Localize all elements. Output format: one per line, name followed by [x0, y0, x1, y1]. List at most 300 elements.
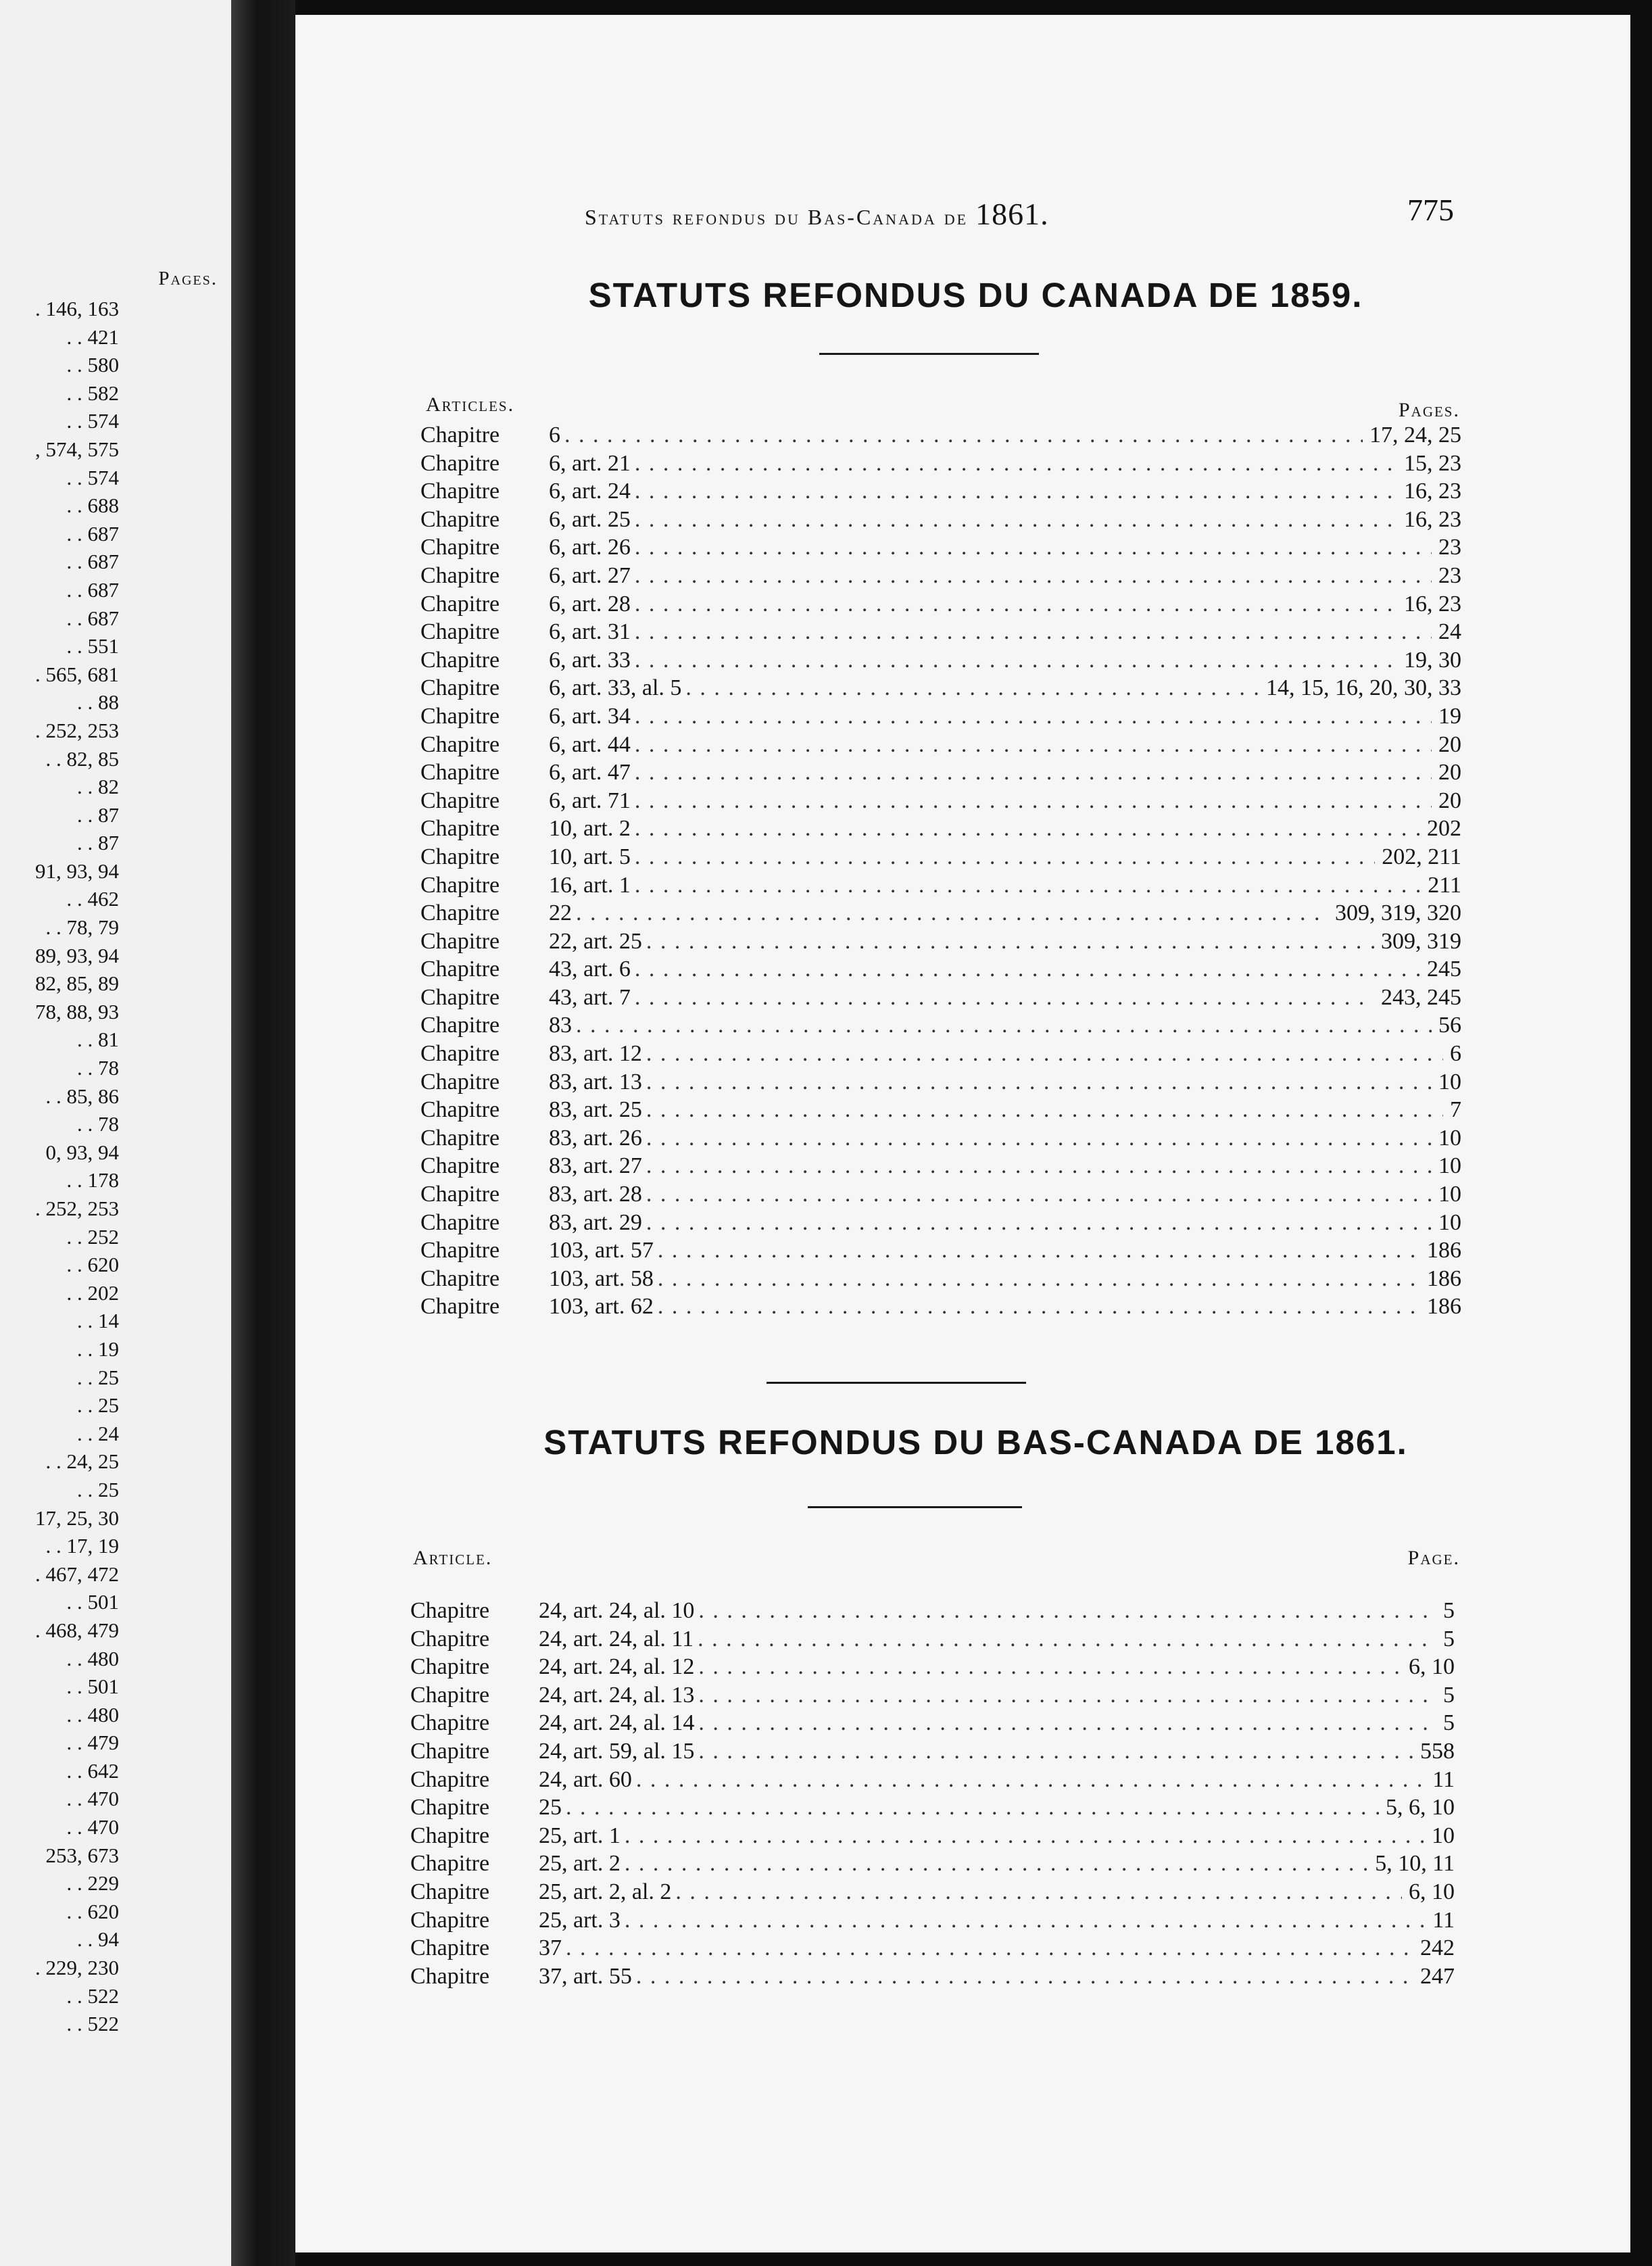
page-references: 202	[1427, 816, 1461, 842]
article-reference: 6, art. 44	[549, 731, 631, 757]
page-references: 16, 23	[1404, 479, 1461, 504]
dot-leader	[646, 1040, 1443, 1068]
index-row	[420, 955, 1461, 984]
index-row	[420, 1096, 1461, 1124]
page-references: 186	[1427, 1294, 1461, 1320]
page-references: 10	[1438, 1069, 1461, 1094]
page-references: 5	[1443, 1710, 1455, 1736]
dot-leader	[646, 1068, 1432, 1096]
index-row	[410, 1878, 1455, 1906]
left-page-line: . . 470	[66, 1787, 119, 1811]
dot-leader	[646, 927, 1374, 956]
article-reference: 25	[539, 1795, 562, 1821]
chapter-label: Chapitre	[410, 1766, 490, 1792]
chapter-label: Chapitre	[410, 1879, 490, 1904]
index-row	[420, 927, 1461, 956]
index-row	[410, 1681, 1455, 1710]
index-row	[410, 1793, 1455, 1822]
dot-leader	[625, 1906, 1426, 1935]
article-reference: 83, art. 13	[549, 1069, 642, 1094]
page-references: 5, 10, 11	[1375, 1851, 1455, 1877]
main-page	[295, 15, 1630, 2252]
chapter-label: Chapitre	[410, 1963, 490, 1989]
page-references: 5	[1443, 1682, 1455, 1708]
article-reference: 24, art. 24, al. 10	[539, 1598, 695, 1623]
chapter-label: Chapitre	[420, 760, 500, 786]
article-reference: 43, art. 6	[549, 957, 631, 982]
dot-leader	[635, 702, 1432, 731]
left-page-page-numbers	[0, 295, 119, 2038]
index-row	[420, 1068, 1461, 1096]
page-references: 558	[1420, 1738, 1455, 1764]
index-row	[420, 1124, 1461, 1153]
index-row	[410, 1709, 1455, 1737]
chapter-label: Chapitre	[420, 900, 500, 926]
left-page-line: 253, 673	[45, 1843, 119, 1867]
dot-leader	[636, 1766, 1426, 1794]
left-page-line: 78, 88, 93	[35, 999, 119, 1023]
chapter-label: Chapitre	[420, 423, 500, 448]
left-page-line: . . 82, 85	[45, 746, 119, 771]
article-reference: 25, art. 1	[539, 1823, 621, 1848]
chapter-label: Chapitre	[420, 1041, 500, 1067]
chapter-label: Chapitre	[420, 1182, 500, 1207]
chapter-label: Chapitre	[420, 506, 500, 532]
section-separator-rule	[767, 1382, 1026, 1384]
chapter-label: Chapitre	[420, 479, 500, 504]
chapter-label: Chapitre	[410, 1823, 490, 1848]
page-references: 186	[1427, 1238, 1461, 1263]
page-references: 6, 10	[1409, 1879, 1455, 1904]
index-row	[420, 618, 1461, 646]
left-page-line: . . 25	[77, 1365, 119, 1389]
article-reference: 6, art. 71	[549, 788, 631, 813]
chapter-label: Chapitre	[420, 1069, 500, 1094]
dot-leader	[698, 1625, 1436, 1654]
page-references: 20	[1438, 788, 1461, 813]
article-reference: 24, art. 60	[539, 1766, 632, 1792]
running-head-year: 1861.	[975, 197, 1049, 231]
article-reference: 22	[549, 900, 572, 926]
left-page-line: . . 24	[77, 1421, 119, 1445]
article-reference: 25, art. 2	[539, 1851, 621, 1877]
left-page-line: . 565, 681	[35, 662, 119, 686]
chapter-label: Chapitre	[410, 1738, 490, 1764]
index-row	[420, 562, 1461, 590]
chapter-label: Chapitre	[410, 1851, 490, 1877]
chapter-label: Chapitre	[420, 844, 500, 869]
index-row	[420, 533, 1461, 562]
page-references: 6, 10	[1409, 1654, 1455, 1680]
dot-leader	[635, 731, 1432, 759]
page-references: 247	[1420, 1963, 1455, 1989]
page-references: 56	[1438, 1013, 1461, 1038]
index-row	[420, 1011, 1461, 1040]
left-page-line: . . 522	[66, 1983, 119, 2008]
dot-leader	[635, 562, 1432, 590]
page-references: 20	[1438, 760, 1461, 786]
chapter-label: Chapitre	[420, 647, 500, 673]
left-page-line: . . 17, 19	[45, 1534, 119, 1558]
article-reference: 83, art. 28	[549, 1182, 642, 1207]
left-page-line: . . 87	[77, 802, 119, 827]
left-page-line: . . 501	[66, 1590, 119, 1614]
dot-leader	[635, 646, 1397, 675]
article-reference: 6, art. 26	[549, 535, 631, 560]
article-reference: 25, art. 2, al. 2	[539, 1879, 672, 1904]
chapter-label: Chapitre	[420, 1153, 500, 1179]
page-references: 309, 319	[1381, 928, 1461, 954]
index-row	[420, 1265, 1461, 1293]
dot-leader	[698, 1597, 1436, 1625]
dot-leader	[564, 421, 1363, 450]
page-references: 10	[1432, 1823, 1455, 1848]
left-page-line: . 229, 230	[35, 1956, 119, 1980]
left-page-line: , 574, 575	[35, 437, 119, 461]
article-reference: 103, art. 62	[549, 1294, 654, 1320]
left-page-line: . . 522	[66, 2012, 119, 2036]
left-page-line: . . 81	[77, 1028, 119, 1052]
left-page-line: . 252, 253	[35, 718, 119, 742]
index-row	[420, 1209, 1461, 1237]
index-row	[420, 646, 1461, 675]
dot-leader	[635, 618, 1432, 646]
left-page-line: . . 82	[77, 775, 119, 799]
article-reference: 6, art. 47	[549, 760, 631, 786]
left-page-line: . . 574	[66, 409, 119, 433]
section-title-bas-canada-1861: STATUTS REFONDUS DU BAS-CANADA DE 1861.	[543, 1423, 1408, 1462]
left-page-line: . . 620	[66, 1899, 119, 1923]
page-references: 16, 23	[1404, 591, 1461, 617]
index-row	[420, 899, 1461, 927]
chapter-label: Chapitre	[420, 675, 500, 701]
page-references: 19, 30	[1404, 647, 1461, 673]
left-page-line: . . 202	[66, 1280, 119, 1305]
dot-leader	[576, 1011, 1432, 1040]
dot-leader	[698, 1681, 1436, 1710]
article-reference: 6, art. 33, al. 5	[549, 675, 682, 701]
page-references: 19	[1438, 703, 1461, 729]
article-reference: 83, art. 27	[549, 1153, 642, 1179]
page-references: 10	[1438, 1182, 1461, 1207]
left-page-line: . . 480	[66, 1702, 119, 1727]
page-references: 245	[1427, 957, 1461, 982]
left-page-line: . . 25	[77, 1393, 119, 1418]
dot-leader	[625, 1822, 1425, 1850]
chapter-label: Chapitre	[410, 1598, 490, 1623]
article-reference: 83, art. 29	[549, 1209, 642, 1235]
chapter-label: Chapitre	[410, 1710, 490, 1736]
chapter-label: Chapitre	[420, 957, 500, 982]
chapter-label: Chapitre	[410, 1654, 490, 1680]
index-row	[420, 506, 1461, 534]
index-row	[420, 758, 1461, 787]
chapter-label: Chapitre	[420, 872, 500, 898]
section-rule	[808, 1506, 1022, 1508]
index-row	[420, 871, 1461, 900]
chapter-label: Chapitre	[420, 731, 500, 757]
article-reference: 24, art. 24, al. 12	[539, 1654, 695, 1680]
dot-leader	[635, 758, 1432, 787]
page-references: 309, 319, 320	[1335, 900, 1461, 926]
running-head-title: Statuts refondus du Bas-Canada de	[585, 205, 969, 229]
chapter-label: Chapitre	[420, 928, 500, 954]
left-page-line: . . 78, 79	[45, 915, 119, 940]
index-row	[420, 702, 1461, 731]
index-table-canada-1859	[420, 421, 1461, 1321]
page-references: 5	[1443, 1598, 1455, 1623]
left-page-line: . . 687	[66, 550, 119, 574]
dot-leader	[658, 1265, 1420, 1293]
dot-leader	[635, 506, 1397, 534]
page-references: 186	[1427, 1265, 1461, 1291]
index-row	[420, 787, 1461, 815]
article-reference: 6	[549, 423, 560, 448]
index-row	[420, 1152, 1461, 1180]
dot-leader	[646, 1209, 1432, 1237]
chapter-label: Chapitre	[420, 535, 500, 560]
chapter-label: Chapitre	[420, 1294, 500, 1320]
article-reference: 24, art. 59, al. 15	[539, 1738, 695, 1764]
page-references: 211	[1428, 872, 1461, 898]
page-references: 20	[1438, 731, 1461, 757]
page-references: 5, 6, 10	[1386, 1795, 1455, 1821]
dot-leader	[658, 1293, 1420, 1321]
left-page-line: . . 642	[66, 1758, 119, 1783]
chapter-label: Chapitre	[420, 1265, 500, 1291]
chapter-label: Chapitre	[410, 1907, 490, 1933]
page-references: 10	[1438, 1153, 1461, 1179]
chapter-label: Chapitre	[410, 1682, 490, 1708]
article-reference: 6, art. 21	[549, 450, 631, 476]
index-row	[410, 1597, 1455, 1625]
left-page-line: . . 687	[66, 606, 119, 630]
chapter-label: Chapitre	[420, 619, 500, 645]
index-row	[420, 1236, 1461, 1265]
left-page-line: . . 19	[77, 1336, 119, 1361]
column-header-pages: Pages.	[1398, 399, 1460, 421]
page-references: 242	[1420, 1935, 1455, 1961]
dot-leader	[698, 1709, 1436, 1737]
left-page-line: . . 94	[77, 1927, 119, 1952]
index-row	[410, 1934, 1455, 1962]
index-row	[410, 1822, 1455, 1850]
chapter-label: Chapitre	[410, 1626, 490, 1652]
page-references: 14, 15, 16, 20, 30, 33	[1266, 675, 1461, 701]
left-page-line: . . 14	[77, 1309, 119, 1333]
dot-leader	[635, 984, 1374, 1012]
dot-leader	[635, 450, 1397, 478]
chapter-label: Chapitre	[420, 984, 500, 1010]
left-page-line: . . 687	[66, 577, 119, 602]
left-page-line: . . 501	[66, 1674, 119, 1699]
dot-leader	[646, 1152, 1432, 1180]
left-page-line: 89, 93, 94	[35, 943, 119, 967]
index-row	[420, 815, 1461, 843]
dot-leader	[576, 899, 1328, 927]
dot-leader	[698, 1653, 1402, 1681]
page-references: 7	[1450, 1097, 1461, 1123]
left-page-line: . . 551	[66, 634, 119, 658]
index-row	[410, 1962, 1455, 1991]
column-header-articles: Articles.	[426, 393, 515, 416]
left-page-line: . . 24, 25	[45, 1449, 119, 1474]
index-row	[420, 450, 1461, 478]
article-reference: 6, art. 31	[549, 619, 631, 645]
left-page-line: . . 25	[77, 1477, 119, 1501]
left-page-line: . . 87	[77, 831, 119, 855]
dot-leader	[658, 1236, 1420, 1265]
dot-leader	[635, 533, 1432, 562]
dot-leader	[635, 590, 1397, 619]
page-references: 17, 24, 25	[1369, 423, 1461, 448]
left-page-line: 0, 93, 94	[45, 1140, 119, 1164]
dot-leader	[566, 1934, 1413, 1962]
article-reference: 6, art. 24	[549, 479, 631, 504]
left-page-line: . . 480	[66, 1646, 119, 1670]
chapter-label: Chapitre	[410, 1795, 490, 1821]
left-page-line: . 467, 472	[35, 1562, 119, 1586]
dot-leader	[635, 477, 1397, 506]
article-reference: 25, art. 3	[539, 1907, 621, 1933]
index-table-bas-canada-1861	[410, 1597, 1455, 1990]
index-row	[420, 421, 1461, 450]
chapter-label: Chapitre	[420, 788, 500, 813]
article-reference: 24, art. 24, al. 11	[539, 1626, 694, 1652]
article-reference: 83, art. 25	[549, 1097, 642, 1123]
index-row	[420, 590, 1461, 619]
dot-leader	[566, 1793, 1379, 1822]
index-row	[410, 1850, 1455, 1878]
left-page-line: 82, 85, 89	[35, 971, 119, 996]
page-number: 775	[1407, 193, 1454, 227]
index-row	[410, 1906, 1455, 1935]
chapter-label: Chapitre	[420, 562, 500, 588]
index-row	[410, 1653, 1455, 1681]
index-row	[420, 477, 1461, 506]
page-references: 24	[1438, 619, 1461, 645]
dot-leader	[635, 815, 1420, 843]
left-page-line: 17, 25, 30	[35, 1505, 119, 1530]
chapter-label: Chapitre	[420, 816, 500, 842]
article-reference: 6, art. 28	[549, 591, 631, 617]
chapter-label: Chapitre	[420, 450, 500, 476]
dot-leader	[635, 871, 1421, 900]
dot-leader	[675, 1878, 1402, 1906]
dot-leader	[635, 787, 1432, 815]
dot-leader	[646, 1096, 1443, 1124]
chapter-label: Chapitre	[420, 1013, 500, 1038]
article-reference: 10, art. 2	[549, 816, 631, 842]
page-references: 243, 245	[1381, 984, 1461, 1010]
article-reference: 83, art. 12	[549, 1041, 642, 1067]
book-gutter	[231, 0, 295, 2266]
index-row	[410, 1625, 1455, 1654]
left-page-line: . . 574	[66, 465, 119, 489]
article-reference: 37, art. 55	[539, 1963, 632, 1989]
left-page-line: . . 687	[66, 521, 119, 546]
index-row	[410, 1737, 1455, 1766]
page-references: 15, 23	[1404, 450, 1461, 476]
left-page-line: . . 252	[66, 1224, 119, 1249]
chapter-label: Chapitre	[410, 1935, 490, 1961]
chapter-label: Chapitre	[420, 1238, 500, 1263]
dot-leader	[635, 955, 1420, 984]
article-reference: 103, art. 57	[549, 1238, 654, 1263]
chapter-label: Chapitre	[420, 703, 500, 729]
index-row	[420, 1040, 1461, 1068]
dot-leader	[646, 1124, 1432, 1153]
article-reference: 6, art. 27	[549, 562, 631, 588]
page-references: 10	[1438, 1125, 1461, 1151]
left-page-line: . . 85, 86	[45, 1084, 119, 1108]
left-page-line: . 146, 163	[35, 297, 119, 320]
index-row	[420, 843, 1461, 871]
page-references: 16, 23	[1404, 506, 1461, 532]
article-reference: 83	[549, 1013, 572, 1038]
article-reference: 43, art. 7	[549, 984, 631, 1010]
dot-leader	[685, 674, 1259, 702]
article-reference: 24, art. 24, al. 13	[539, 1682, 695, 1708]
left-page-line: . . 229	[66, 1871, 119, 1896]
chapter-label: Chapitre	[420, 1097, 500, 1123]
index-row	[410, 1766, 1455, 1794]
article-reference: 83, art. 26	[549, 1125, 642, 1151]
left-page-line: . . 580	[66, 353, 119, 377]
chapter-label: Chapitre	[420, 1125, 500, 1151]
left-page-line: . . 421	[66, 324, 119, 349]
dot-leader	[636, 1962, 1413, 1991]
left-page-line: . 468, 479	[35, 1618, 119, 1642]
section-title-canada-1859: STATUTS REFONDUS DU CANADA DE 1859.	[588, 276, 1363, 314]
dot-leader	[625, 1850, 1368, 1878]
chapter-label: Chapitre	[420, 1209, 500, 1235]
left-page-line: . . 78	[77, 1056, 119, 1080]
section-rule	[819, 353, 1039, 355]
page-references: 5	[1443, 1626, 1455, 1652]
index-row	[420, 731, 1461, 759]
column-header-page: Page.	[1407, 1547, 1460, 1569]
left-page-line: . . 620	[66, 1253, 119, 1277]
dot-leader	[698, 1737, 1413, 1766]
left-page-line: . . 462	[66, 887, 119, 911]
article-reference: 6, art. 25	[549, 506, 631, 532]
column-header-article: Article.	[413, 1547, 493, 1569]
chapter-label: Chapitre	[420, 591, 500, 617]
page-references: 11	[1432, 1766, 1455, 1792]
left-page-line: . 252, 253	[35, 1197, 119, 1220]
article-reference: 10, art. 5	[549, 844, 631, 869]
dot-leader	[635, 843, 1375, 871]
index-row	[420, 1180, 1461, 1209]
page-references: 10	[1438, 1209, 1461, 1235]
left-facing-page	[0, 0, 231, 2266]
article-reference: 22, art. 25	[549, 928, 642, 954]
page-references: 11	[1432, 1907, 1455, 1933]
page-references: 23	[1438, 562, 1461, 588]
left-page-column-header: Pages.	[158, 268, 218, 289]
left-page-line: . . 470	[66, 1815, 119, 1839]
left-page-line: . . 178	[66, 1168, 119, 1192]
index-row	[420, 1293, 1461, 1321]
index-row	[420, 674, 1461, 702]
left-page-line: . . 688	[66, 493, 119, 518]
article-reference: 6, art. 34	[549, 703, 631, 729]
page-references: 202, 211	[1382, 844, 1461, 869]
page-references: 23	[1438, 535, 1461, 560]
article-reference: 16, art. 1	[549, 872, 631, 898]
left-page-line: . . 582	[66, 381, 119, 405]
